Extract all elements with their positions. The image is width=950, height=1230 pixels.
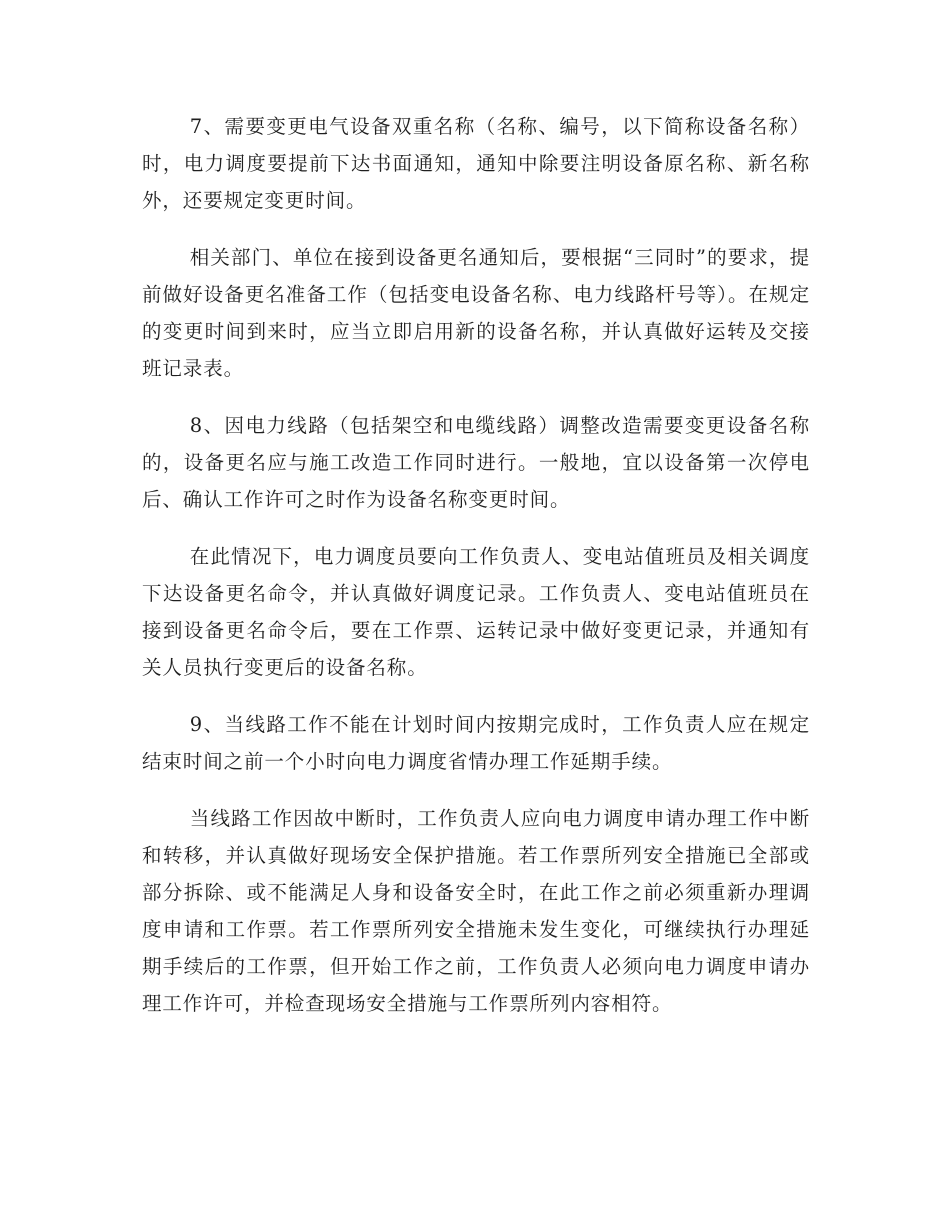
paragraph-item-8-detail: 在此情况下，电力调度员要向工作负责人、变电站值班员及相关调度下达设备更名命令，并认真做好调度记录。工作负责人、变电站值班员在接到设备更名命令后，要在工作票、运转记录中做好变更记录，并通知有关人员执行变更后的设备名称。 [142, 545, 810, 679]
paragraph-item-7-detail: 相关部门、单位在接到设备更名通知后，要根据“三同时”的要求，提前做好设备更名准备工作（包括变电设备名称、电力线路杆号等）。在规定的变更时间到来时，应当立即启用新的设备名称，并认真做好运转及交接班记录表。 [142, 246, 810, 380]
paragraph-item-7: 7、需要变更电气设备双重名称（名称、编号，以下简称设备名称）时，电力调度要提前下达书面通知，通知中除要注明设备原名称、新名称外，还要规定变更时间。 [142, 115, 810, 212]
paragraph-item-8: 8、因电力线路（包括架空和电缆线路）调整改造需要变更设备名称的，设备更名应与施工改造工作同时进行。一般地，宜以设备第一次停电后、确认工作许可之时作为设备名称变更时间。 [142, 414, 810, 511]
paragraph-item-9-detail: 当线路工作因故中断时，工作负责人应向电力调度申请办理工作中断和转移，并认真做好现场安全保护措施。若工作票所列安全措施已全部或部分拆除、或不能满足人身和设备安全时，在此工作之前必须重新办理调度申请和工作票。若工作票所列安全措施未发生变化，可继续执行办理延期手续后的工作票，但开始工作之前，工作负责人必须向电力调度申请办理工作许可，并检查现场安全措施与工作票所列内容相符。 [142, 807, 810, 1015]
paragraph-item-9: 9、当线路工作不能在计划时间内按期完成时，工作负责人应在规定结束时间之前一个小时向电力调度省情办理工作延期手续。 [142, 713, 810, 773]
document-body [142, 108, 810, 1042]
